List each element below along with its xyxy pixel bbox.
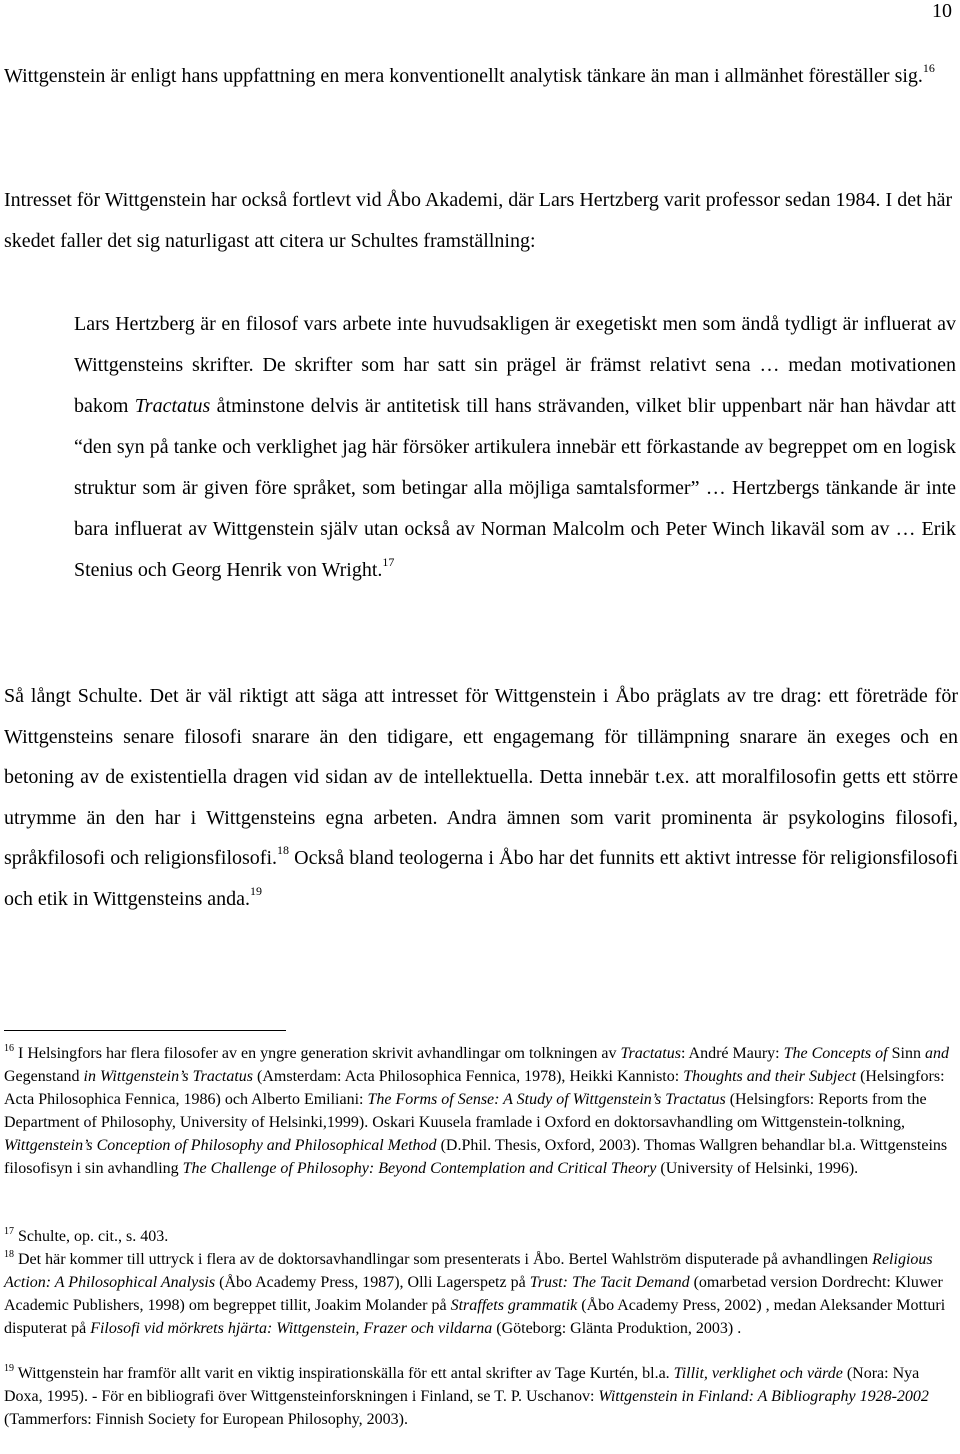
fn16-text: (Helsingfors: Reports from the Department of Philosophy, University of Helsinki,1999). Oskari Kuusela framlade i Oxford en doktorsavhandling om Wittgenstein-tolkning, [4, 1091, 927, 1131]
paragraph-intro [4, 56, 958, 97]
paragraph-schulte-summary [4, 676, 958, 919]
footnote-ref-17[interactable]: 17 [382, 555, 395, 569]
footnote-17-number: 17 [4, 1226, 14, 1237]
quote-text-1: Lars Hertzberg är en filosof vars arbete inte huvudsakligen är exegetiskt men som ändå tydligt är influerat av Wittgensteins skrifter. De skrifter som har satt sin prägel är främst relativt sena … medan motivationen bakom [74, 313, 956, 417]
fn18-italic: Straffets grammatik [450, 1297, 578, 1314]
paragraph-summary-text-2: Också bland teologerna i Åbo har det funnits ett aktivt intresse för religionsfilosofi och etik in Wittgensteins anda. [4, 847, 959, 910]
footnote-ref-18[interactable]: 18 [277, 843, 290, 857]
fn16-italic: The Challenge of Philosophy: Beyond Contemplation and Critical Theory [182, 1160, 657, 1177]
quote-title-tractatus: Tractatus [134, 395, 211, 417]
fn19-italic: Wittgenstein in Finland: A Bibliography 1928-2002 [598, 1388, 929, 1405]
fn17-text: Schulte, op. cit., s. 403. [14, 1228, 169, 1245]
fn16-italic: Thoughts and their Subject [683, 1068, 857, 1085]
paragraph-hertzberg [4, 180, 958, 261]
fn16-text: Gegenstand [4, 1068, 84, 1085]
fn18-italic: Filosofi vid mörkrets hjärta: Wittgenstein, Frazer och vildarna [90, 1320, 493, 1337]
page-number: 10 [932, 0, 952, 22]
fn16-text: I Helsingfors har flera filosofer av en yngre generation skrivit avhandlingar om tolkningen av [14, 1045, 621, 1062]
footnote-18-number: 18 [4, 1249, 14, 1260]
fn16-text: Sinn [887, 1045, 925, 1062]
paragraph-summary-text-1: Så långt Schulte. Det är väl riktigt att säga att intresset för Wittgenstein i Åbo präglats av tre drag: ett företräde för Wittgensteins senare filosofi snarare än den tidigare, ett engagemang för tillämpning snarare än exeges och en betoning av de existentiella dragen vid sidan av de intellektuella. Detta innebär t.ex. att moralfilosofin getts ett större utrymme än den har i Wittgensteins egna arbeten. Andra ämnen som varit prominenta är psykologins filosofi, språkfilosofi och religionsfilosofi. [4, 685, 958, 869]
footnote-16-number: 16 [4, 1043, 14, 1054]
footnote-17 [4, 1225, 956, 1248]
fn18-text: (Göteborg: Glänta Produktion, 2003) . [492, 1320, 742, 1337]
paragraph-intro-text: Wittgenstein är enligt hans uppfattning en mera konventionellt analytisk tänkare än man i allmänhet föreställer sig. [4, 65, 923, 87]
footnote-19 [4, 1362, 956, 1431]
footnote-separator [4, 1030, 286, 1031]
paragraph-hertzberg-text: Intresset för Wittgenstein har också fortlevt vid Åbo Akademi, där Lars Hertzberg varit professor sedan 1984. I det här skedet faller det sig naturligast att citera ur Schultes framställning: [4, 189, 953, 252]
fn18-text: (Åbo Academy Press, 2002) , medan Aleksander Motturi disputerat på [4, 1297, 946, 1337]
fn16-italic: Wittgenstein’s Conception of Philosophy and Philosophical Method [4, 1137, 437, 1154]
quote-text-2: åtminstone delvis är antitetisk till hans strävanden, vilket blir uppenbart när han hävdar att “den syn på tanke och verklighet jag här försöker artikulera innebär ett förkastande av begreppet om en logisk struktur som är given före språket, som betingar alla möjliga samtalsformer” … Hertzbergs tänkande är inte bara influerat av Wittgenstein själv utan också av Norman Malcolm och Peter Winch likaväl som av … Erik Stenius och Georg Henrik von Wright. [74, 395, 956, 581]
fn16-italic: and [924, 1045, 949, 1062]
footnote-18 [4, 1248, 956, 1340]
fn16-italic: in Wittgenstein’s Tractatus [83, 1068, 254, 1085]
fn19-italic: Tillit, verklighet och värde [673, 1365, 843, 1382]
fn19-text: (Nora: Nya Doxa, 1995). - För en bibliografi över Wittgensteinforskningen i Finland, se T. P. Uschanov: [4, 1365, 920, 1405]
fn18-italic: Religious Action: A Philosophical Analysis [4, 1251, 933, 1291]
fn16-italic: The Concepts of [783, 1045, 888, 1062]
footnote-ref-16[interactable]: 16 [922, 61, 935, 75]
fn18-text: Det här kommer till uttryck i flera av de doktorsavhandlingar som presenterats i Åbo. Bertel Wahlström disputerade på avhandlingen [14, 1251, 873, 1268]
fn19-text: (Tammerfors: Finnish Society for European Philosophy, 2003). [4, 1411, 409, 1428]
fn16-italic: The Forms of Sense: A Study of Wittgenstein’s Tractatus [367, 1091, 726, 1108]
fn16-text: (University of Helsinki, 1996). [656, 1160, 859, 1177]
fn16-text: : André Maury: [680, 1045, 784, 1062]
block-quote-schulte [74, 304, 956, 591]
fn16-text: (Amsterdam: Acta Philosophica Fennica, 1978), Heikki Kannisto: [253, 1068, 684, 1085]
fn16-text: (Helsingfors: Acta Philosophica Fennica, 1986) och Alberto Emiliani: [4, 1068, 945, 1108]
fn19-text: Wittgenstein har framför allt varit en viktig inspirationskälla för ett antal skrifter av Tage Kurtén, bl.a. [14, 1365, 674, 1382]
fn18-text: (Åbo Academy Press, 1987), Olli Lagerspetz på [215, 1274, 530, 1291]
footnote-16 [4, 1042, 956, 1180]
fn16-text: (D.Phil. Thesis, Oxford, 2003). Thomas Wallgren behandlar bl.a. Wittgensteins filosofisyn i sin avhandling [4, 1137, 948, 1177]
footnote-19-number: 19 [4, 1363, 14, 1374]
fn18-italic: Trust: The Tacit Demand [529, 1274, 690, 1291]
footnote-ref-19[interactable]: 19 [250, 883, 262, 898]
fn16-italic: Tractatus [620, 1045, 681, 1062]
fn18-text: (omarbetad version Dordrecht: Kluwer Academic Publishers, 1998) om begreppet tillit, Joakim Molander på [4, 1274, 943, 1314]
